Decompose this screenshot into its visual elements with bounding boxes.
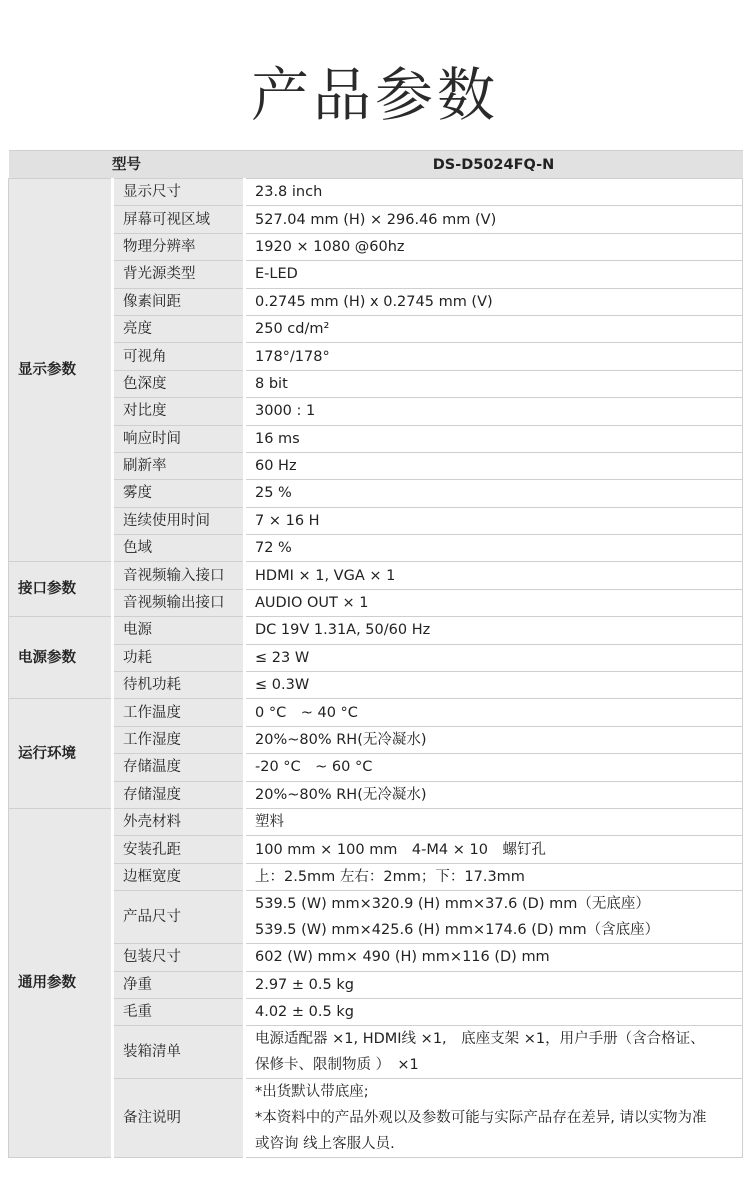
param-value-line: 1920 × 1080 @60hz: [255, 238, 405, 255]
table-row: [9, 233, 743, 260]
param-value: [245, 370, 743, 397]
param-value: [245, 863, 743, 890]
param-label: 待机功耗: [113, 672, 245, 699]
param-value: [245, 971, 743, 998]
param-value-line: -20 °C ~ 60 °C: [255, 759, 373, 776]
param-value-line: 539.5 (W) mm×425.6 (H) mm×174.6 (D) mm（含底座）: [255, 922, 660, 939]
param-label: 像素间距: [113, 288, 245, 315]
param-value-line: 或咨询 线上客服人员.: [255, 1136, 395, 1153]
param-value-line: 0 °C ~ 40 °C: [255, 704, 358, 721]
param-value-line: 2.97 ± 0.5 kg: [255, 976, 354, 993]
table-row: [9, 944, 743, 971]
param-value-line: 4.02 ± 0.5 kg: [255, 1004, 354, 1021]
param-label: 包装尺寸: [113, 944, 245, 971]
param-value-line: 539.5 (W) mm×320.9 (H) mm×37.6 (D) mm（无底座）: [255, 896, 650, 913]
param-value: [245, 452, 743, 479]
param-value-line: 60 Hz: [255, 458, 297, 475]
param-label: 物理分辨率: [113, 233, 245, 260]
param-value: [245, 261, 743, 288]
param-value: [245, 315, 743, 342]
table-row: [9, 672, 743, 699]
param-value-line: 250 cd/m²: [255, 321, 330, 338]
table-row: [9, 754, 743, 781]
category-label: 运行环境: [9, 699, 113, 809]
param-value-line: AUDIO OUT × 1: [255, 595, 369, 612]
param-value: [245, 836, 743, 863]
category-label: 通用参数: [9, 808, 113, 1157]
table-row: [9, 480, 743, 507]
param-label: 雾度: [113, 480, 245, 507]
table-row: [9, 315, 743, 342]
param-value: [245, 754, 743, 781]
param-value: [245, 1079, 743, 1158]
param-value-line: 527.04 mm (H) × 296.46 mm (V): [255, 211, 497, 228]
param-label: 响应时间: [113, 425, 245, 452]
param-label: 屏幕可视区域: [113, 206, 245, 233]
param-value-line: 23.8 inch: [255, 184, 323, 201]
param-value-line: ≤ 23 W: [255, 649, 310, 666]
param-label: 连续使用时间: [113, 507, 245, 534]
table-row: [9, 370, 743, 397]
param-label: 音视频输出接口: [113, 589, 245, 616]
param-label: 显示尺寸: [113, 179, 245, 206]
param-value: [245, 781, 743, 808]
category-label: 电源参数: [9, 617, 113, 699]
param-value-line: 100 mm × 100 mm 4-M4 × 10 螺钉孔: [255, 841, 546, 858]
param-value: [245, 589, 743, 616]
table-row: [9, 998, 743, 1025]
param-value: [245, 672, 743, 699]
param-value: [245, 1026, 743, 1079]
param-label: 备注说明: [113, 1079, 245, 1158]
param-value: [245, 425, 743, 452]
table-row: [9, 206, 743, 233]
param-value: [245, 891, 743, 944]
param-value: [245, 699, 743, 726]
category-label: 显示参数: [9, 179, 113, 562]
param-label: 工作温度: [113, 699, 245, 726]
param-value-line: 塑料: [255, 814, 284, 831]
table-row: [9, 261, 743, 288]
table-row: [9, 425, 743, 452]
table-row: [9, 562, 743, 589]
param-label: 边框宽度: [113, 863, 245, 890]
param-value: [245, 562, 743, 589]
param-value: [245, 617, 743, 644]
param-value-line: 178°/178°: [255, 348, 330, 365]
param-value-line: 3000 : 1: [255, 403, 316, 420]
param-label: 产品尺寸: [113, 891, 245, 944]
param-value: [245, 179, 743, 206]
param-value-line: 7 × 16 H: [255, 512, 320, 529]
param-value-line: 602 (W) mm× 490 (H) mm×116 (D) mm: [255, 949, 550, 966]
param-label: 可视角: [113, 343, 245, 370]
param-value: [245, 535, 743, 562]
param-label: 电源: [113, 617, 245, 644]
param-value: [245, 398, 743, 425]
param-value-line: *本资料中的产品外观以及参数可能与实际产品存在差异, 请以实物为准: [255, 1110, 707, 1127]
param-label: 毛重: [113, 998, 245, 1025]
table-row: [9, 589, 743, 616]
param-value: [245, 206, 743, 233]
param-value-line: 保修卡、限制物质 ） ×1: [255, 1057, 419, 1074]
param-value-line: HDMI × 1, VGA × 1: [255, 567, 396, 584]
table-row: [9, 836, 743, 863]
param-value-line: 20%~80% RH(无冷凝水): [255, 786, 427, 803]
param-value-line: DC 19V 1.31A, 50/60 Hz: [255, 622, 431, 639]
table-row: [9, 781, 743, 808]
table-row: [9, 891, 743, 944]
header-model: DS-D5024FQ-N: [245, 151, 743, 179]
table-row: [9, 507, 743, 534]
table-row: [9, 808, 743, 835]
spec-table: [8, 150, 743, 1158]
category-label: 接口参数: [9, 562, 113, 617]
param-label: 色域: [113, 535, 245, 562]
table-row: [9, 644, 743, 671]
param-value-line: 25 %: [255, 485, 292, 502]
param-label: 工作湿度: [113, 726, 245, 753]
table-row: [9, 179, 743, 206]
table-row: [9, 726, 743, 753]
table-row: [9, 863, 743, 890]
param-value-line: E-LED: [255, 266, 298, 283]
table-row: [9, 1026, 743, 1079]
param-value: [245, 726, 743, 753]
param-label: 亮度: [113, 315, 245, 342]
param-value: [245, 343, 743, 370]
param-label: 刷新率: [113, 452, 245, 479]
param-label: 背光源类型: [113, 261, 245, 288]
param-value: [245, 808, 743, 835]
param-value-line: 0.2745 mm (H) x 0.2745 mm (V): [255, 293, 493, 310]
param-value: [245, 233, 743, 260]
param-value-line: ≤ 0.3W: [255, 677, 310, 694]
table-row: [9, 343, 743, 370]
table-header-row: [9, 151, 743, 179]
param-label: 色深度: [113, 370, 245, 397]
param-value: [245, 644, 743, 671]
param-value-line: 8 bit: [255, 375, 288, 392]
param-label: 外壳材料: [113, 808, 245, 835]
param-value-line: 电源适配器 ×1, HDMI线 ×1, 底座支架 ×1，用户手册（含合格证、: [255, 1031, 705, 1048]
param-label: 对比度: [113, 398, 245, 425]
param-value: [245, 998, 743, 1025]
param-label: 净重: [113, 971, 245, 998]
param-label: 存储湿度: [113, 781, 245, 808]
param-value-line: 16 ms: [255, 430, 300, 447]
param-value: [245, 507, 743, 534]
param-label: 功耗: [113, 644, 245, 671]
param-label: 安装孔距: [113, 836, 245, 863]
param-value-line: *出货默认带底座;: [255, 1084, 369, 1101]
param-value-line: 72 %: [255, 540, 292, 557]
table-row: [9, 535, 743, 562]
param-label: 存储温度: [113, 754, 245, 781]
page-title: 产品参数: [250, 61, 499, 129]
param-value-line: 20%~80% RH(无冷凝水): [255, 732, 427, 748]
param-value: [245, 288, 743, 315]
param-label: 装箱清单: [113, 1026, 245, 1079]
table-row: [9, 452, 743, 479]
table-row: [9, 971, 743, 998]
table-row: [9, 288, 743, 315]
param-value: [245, 480, 743, 507]
table-row: [9, 398, 743, 425]
param-value-line: 上：2.5mm 左右：2mm；下：17.3mm: [255, 868, 525, 885]
table-row: [9, 617, 743, 644]
table-row: [9, 1079, 743, 1158]
param-value: [245, 944, 743, 971]
table-row: [9, 699, 743, 726]
header-label: 型号: [9, 151, 245, 179]
param-label: 音视频输入接口: [113, 562, 245, 589]
